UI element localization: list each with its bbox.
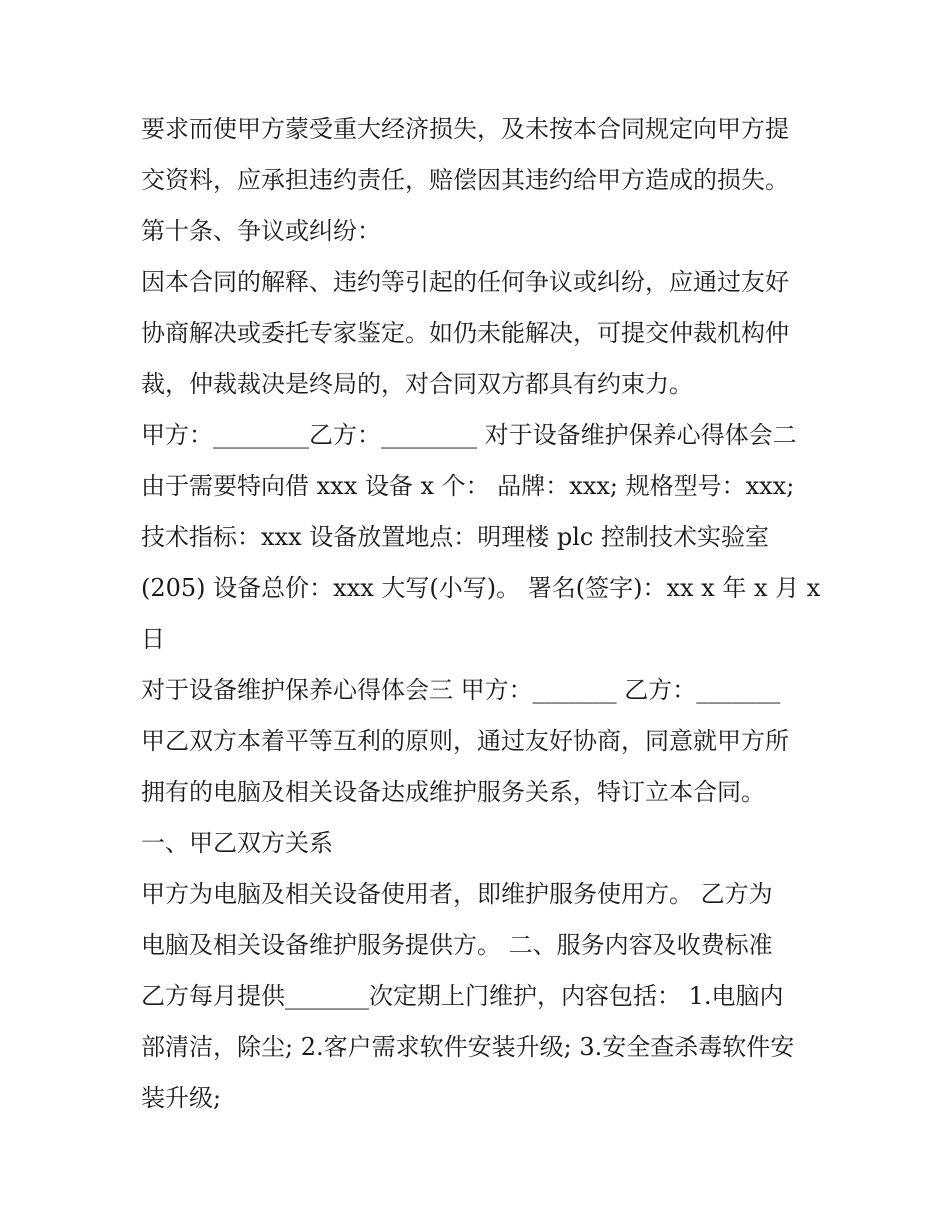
text-line: 对于设备维护保养心得体会三 甲方：_______ 乙方：_______ <box>141 676 781 704</box>
text-line: 电脑及相关设备维护服务提供方。 二、服务内容及收费标准 <box>141 931 773 959</box>
text-line: 拥有的电脑及相关设备达成维护服务关系，特订立本合同。 <box>141 778 765 806</box>
text-line: 裁，仲裁裁决是终局的，对合同双方都具有约束力。 <box>141 370 693 398</box>
text-line: 甲方：________乙方：________ 对于设备维护保养心得体会二 <box>141 421 797 449</box>
text-line: 由于需要特向借 xxx 设备 x 个： 品牌：xxx; 规格型号：xxx; <box>141 472 795 500</box>
text-line: 因本合同的解释、违约等引起的任何争议或纠纷，应通过友好 <box>141 268 789 296</box>
section-heading: 第十条、争议或纠纷： <box>141 217 381 245</box>
text-line: (205) 设备总价：xxx 大写(小写)。 署名(签字)：xx x 年 x 月 x <box>141 574 821 602</box>
text-line: 甲乙双方本着平等互利的原则，通过友好协商，同意就甲方所 <box>141 727 789 755</box>
text-line: 部清洁，除尘; 2.客户需求软件安装升级; 3.安全查杀毒软件安 <box>141 1033 795 1061</box>
text-line: 协商解决或委托专家鉴定。如仍未能解决，可提交仲裁机构仲 <box>141 319 789 347</box>
text-line: 装升级; <box>141 1084 222 1112</box>
text-line: 要求而使甲方蒙受重大经济损失，及未按本合同规定向甲方提 <box>141 115 789 143</box>
text-line: 交资料，应承担违约责任，赔偿因其违约给甲方造成的损失。 <box>141 166 789 194</box>
text-line: 日 <box>141 625 165 653</box>
document-body <box>141 104 821 1124</box>
text-line: 乙方每月提供_______次定期上门维护，内容包括： 1.电脑内 <box>141 982 784 1010</box>
section-heading: 一、甲乙双方关系 <box>141 829 333 857</box>
text-line: 甲方为电脑及相关设备使用者，即维护服务使用方。 乙方为 <box>141 880 773 908</box>
text-line: 技术指标：xxx 设备放置地点：明理楼 plc 控制技术实验室 <box>141 523 769 551</box>
